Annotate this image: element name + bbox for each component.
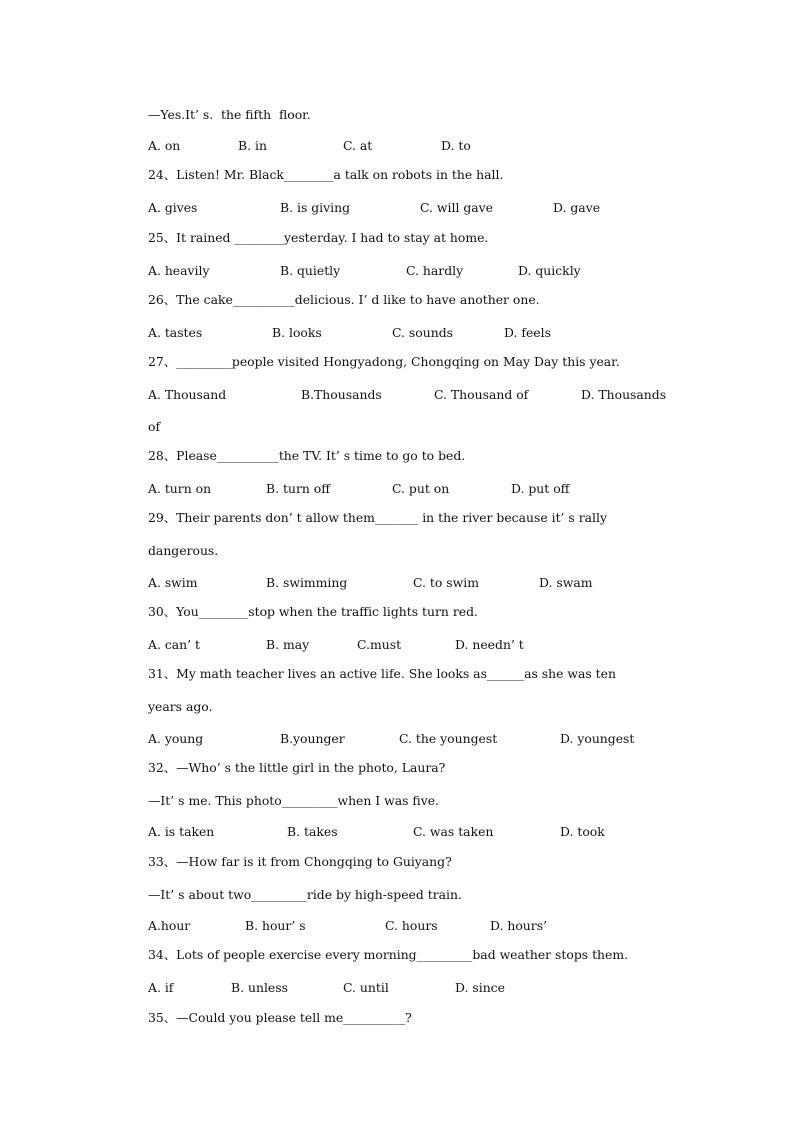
options-row-23 [148, 138, 471, 154]
options-row-34 [148, 980, 505, 996]
options-row-31 [148, 731, 635, 747]
question-33: 33、—How far is it from Chongqing to Guiyang? [148, 854, 452, 869]
option-c: C. hours [385, 918, 438, 933]
options-row-33 [148, 918, 548, 934]
option-b: B. turn off [266, 481, 331, 496]
options-row-30 [148, 637, 524, 653]
option-c: C. until [343, 980, 389, 995]
option-a: A. Thousand [148, 387, 227, 402]
option-d: D. since [455, 980, 505, 995]
question-line: —Yes.It’ s. the fifth floor. [148, 107, 311, 122]
option-a: A. is taken [148, 824, 215, 839]
option-b: B.younger [280, 731, 345, 746]
option-b: B. may [266, 637, 310, 652]
question-28: 28、Please__________the TV. It’ s time to go to bed. [148, 448, 466, 463]
option-d: D. took [560, 824, 605, 839]
question-27: 27、_________people visited Hongyadong, Chongqing on May Day this year. [148, 354, 620, 369]
option-d: D. to [441, 138, 471, 153]
option-c: C. put on [392, 481, 450, 496]
question-31: 31、My math teacher lives an active life. She looks as______as she was ten [148, 666, 616, 681]
options-row-28 [148, 481, 570, 497]
question-30: 30、You________stop when the traffic lights turn red. [148, 604, 478, 619]
question-29-continued: dangerous. [148, 543, 219, 558]
option-a: A. if [148, 980, 174, 995]
option-b: B. looks [272, 325, 322, 340]
question-27-continued: of [148, 419, 161, 434]
option-c: C. was taken [413, 824, 494, 839]
question-29: 29、Their parents don’ t allow them_______ in the river because it’ s rally [148, 510, 607, 525]
question-35: 35、—Could you please tell me__________? [148, 1010, 412, 1025]
option-d: D. gave [553, 200, 601, 215]
options-row-26 [148, 325, 551, 341]
option-a: A. turn on [148, 481, 212, 496]
option-d: D. quickly [518, 263, 581, 278]
option-a: A. heavily [148, 263, 210, 278]
option-d: D. put off [511, 481, 570, 496]
option-a: A. swim [148, 575, 198, 590]
option-b: B. hour’ s [245, 918, 306, 933]
option-c: C. hardly [406, 263, 464, 278]
option-a: A. gives [148, 200, 198, 215]
options-row-27 [148, 387, 667, 403]
option-c: C. sounds [392, 325, 453, 340]
question-24: 24、Listen! Mr. Black________a talk on robots in the hall. [148, 167, 504, 182]
option-c: C. will gave [420, 200, 494, 215]
option-c: C. Thousand of [434, 387, 529, 402]
question-33-continued: —It’ s about two_________ride by high-speed train. [148, 887, 462, 902]
option-d: D. swam [539, 575, 593, 590]
option-b: B. quietly [280, 263, 341, 278]
option-b: B. unless [231, 980, 288, 995]
options-row-29 [148, 575, 593, 591]
question-31-continued: years ago. [148, 699, 213, 714]
option-b: B. takes [287, 824, 338, 839]
option-c: C. at [343, 138, 373, 153]
question-32-continued: —It’ s me. This photo_________when I was five. [148, 793, 439, 808]
option-a: A.hour [148, 918, 191, 933]
option-b: B. swimming [266, 575, 348, 590]
option-b: B.Thousands [301, 387, 382, 402]
option-c: C. the youngest [399, 731, 498, 746]
question-26: 26、The cake__________delicious. I’ d like to have another one. [148, 292, 540, 307]
options-row-32 [148, 824, 605, 840]
options-row-25 [148, 263, 581, 279]
option-d: D. feels [504, 325, 551, 340]
option-c: C. to swim [413, 575, 479, 590]
option-a: A. can’ t [148, 637, 200, 652]
option-d: D. hours’ [490, 918, 548, 933]
option-a: A. on [148, 138, 181, 153]
question-34: 34、Lots of people exercise every morning_________bad weather stops them. [148, 947, 629, 962]
option-c: C.must [357, 637, 402, 652]
option-a: A. tastes [148, 325, 203, 340]
question-25: 25、It rained ________yesterday. I had to stay at home. [148, 230, 489, 245]
option-a: A. young [148, 731, 204, 746]
option-d: D. Thousands [581, 387, 667, 402]
option-b: B. is giving [280, 200, 351, 215]
option-d: D. youngest [560, 731, 635, 746]
option-b: B. in [238, 138, 267, 153]
options-row-24 [148, 200, 601, 216]
question-32: 32、—Who’ s the little girl in the photo, Laura? [148, 760, 446, 775]
option-d: D. needn’ t [455, 637, 524, 652]
